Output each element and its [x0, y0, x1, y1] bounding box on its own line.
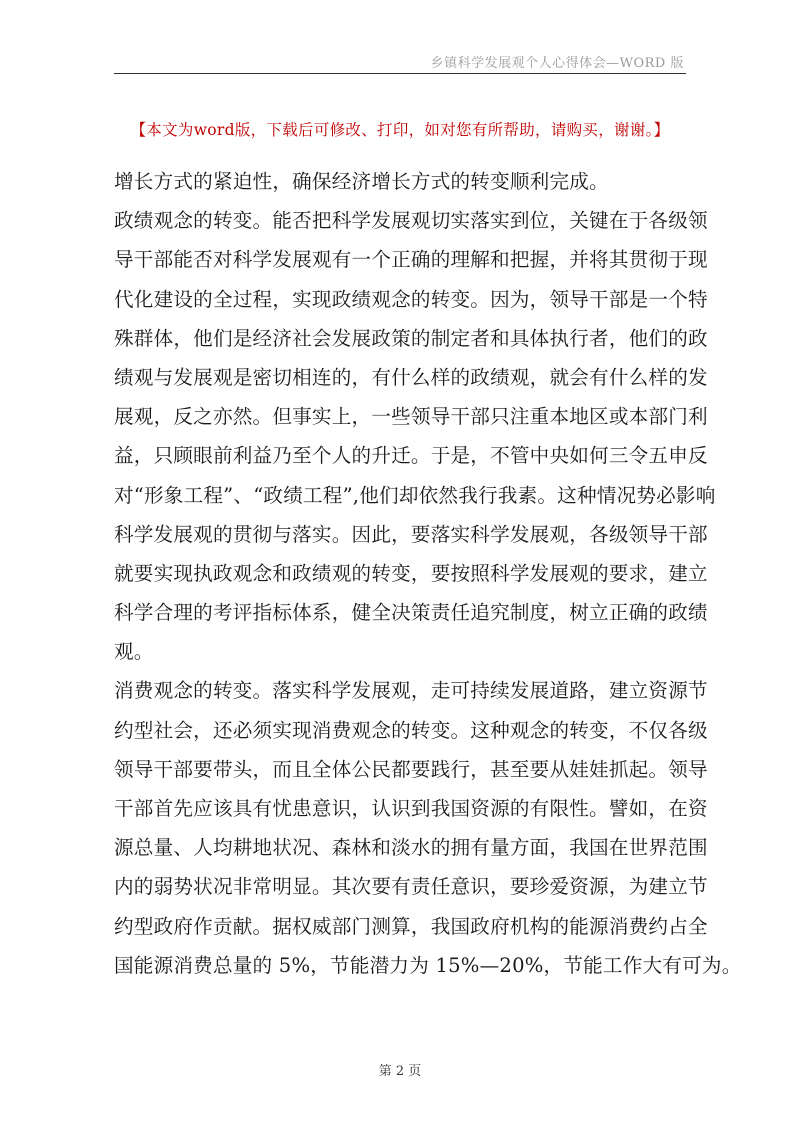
download-notice: 【本文为word版，下载后可修改、打印，如对您有所帮助，请购买，谢谢。】 [130, 121, 670, 139]
header-divider [114, 73, 686, 74]
body-line: 消费观念的转变。落实科学发展观，走可持续发展道路，建立资源节 [114, 679, 708, 703]
body-line: 观。 [114, 640, 154, 664]
body-line: 展观，反之亦然。但事实上，一些领导干部只注重本地区或本部门利 [114, 405, 708, 429]
body-line: 绩观与发展观是密切相连的，有什么样的政绩观，就会有什么样的发 [114, 365, 708, 389]
document-body [114, 162, 742, 985]
body-line: 益，只顾眼前利益乃至个人的升迁。于是，不管中央如何三令五申反 [114, 444, 708, 468]
body-line: 政绩观念的转变。能否把科学发展观切实落实到位，关键在于各级领 [114, 209, 708, 233]
body-line: 殊群体，他们是经济社会发展政策的制定者和具体执行者，他们的政 [114, 326, 708, 350]
body-line: 代化建设的全过程，实现政绩观念的转变。因为，领导干部是一个特 [114, 287, 708, 311]
body-line: 对“形象工程”、“政绩工程”,他们却依然我行我素。这种情况势必影响 [114, 483, 716, 507]
body-line: 就要实现执政观念和政绩观的转变，要按照科学发展观的要求，建立 [114, 561, 708, 585]
body-line: 干部首先应该具有忧患意识，认识到我国资源的有限性。譬如，在资 [114, 797, 708, 820]
document-header-title: 乡镇科学发展观个人心得体会—WORD 版 [430, 56, 684, 71]
body-line: 国能源消费总量的 5%，节能潜力为 15%—20%，节能工作大有可为。 [114, 953, 742, 977]
body-line: 导干部能否对科学发展观有一个正确的理解和把握，并将其贯彻于现 [114, 248, 708, 272]
body-line: 内的弱势状况非常明显。其次要有责任意识，要珍爱资源，为建立节 [114, 875, 708, 899]
body-line: 科学合理的考评指标体系，健全决策责任追究制度，树立正确的政绩 [114, 601, 708, 625]
body-line: 源总量、人均耕地状况、森林和淡水的拥有量方面，我国在世界范围 [114, 836, 708, 860]
body-line: 约型政府作贡献。据权威部门测算，我国政府机构的能源消费约占全 [114, 914, 708, 938]
body-line: 领导干部要带头，而且全体公民都要践行，甚至要从娃娃抓起。领导 [114, 757, 708, 781]
page-number: 第 2 页 [378, 1064, 422, 1079]
body-line: 增长方式的紧迫性，确保经济增长方式的转变顺利完成。 [114, 170, 609, 193]
body-line: 科学发展观的贯彻与落实。因此，要落实科学发展观，各级领导干部 [114, 522, 708, 546]
body-line: 约型社会，还必须实现消费观念的转变。这种观念的转变，不仅各级 [114, 718, 708, 742]
